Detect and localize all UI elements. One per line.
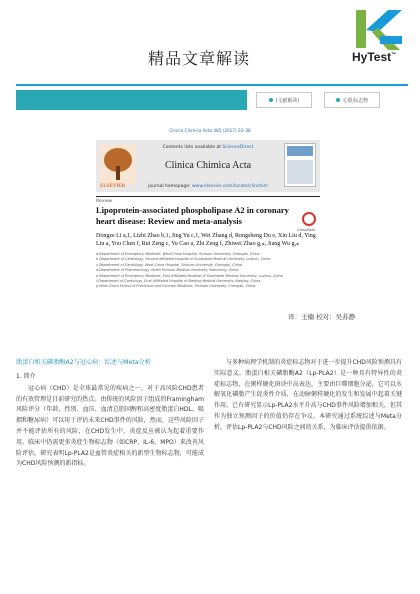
publisher-name: ELSEVIER (100, 184, 126, 189)
affiliation-item: f Department of Cardiology, First Affiliated Hospital of Nanjing Medical University, Nanjing, China (96, 279, 261, 284)
contents-line (140, 145, 276, 150)
affiliation-list (96, 252, 320, 290)
trademark-mark: ™ (391, 52, 397, 58)
paper-citation: Clinica Chimica Acta 485 (2017) 22–38 (169, 128, 251, 133)
journal-cover-thumbnail (284, 143, 316, 187)
body-column-right (214, 358, 402, 434)
article-section: Review (96, 199, 113, 204)
body-paragraph: 与多种病理学机制的炎症标志物对于进一步提升CHD风险预测具有实际意义。脂蛋白相关磷脂酶A2（Lp-PLA2）是一种具有特异性的炎症标志物，在粥样硬化斑块中高表达，主要由巨噬细胞分泌，它可以水解氧化磷脂产生促炎性介质，在动脉粥样硬化的发生和发展中起着关键作用。已有研究显示Lp-PLA2水平升高与CHD事件风险增加相关，但其作为独立预测因子的价值仍存在争议。本研究通过系统综述与Meta分析，评估Lp-PLA2与CHD风险之间的关系，为临床评估提供依据。 (214, 359, 402, 431)
homepage-link[interactable]: www.elsevier.com/locate/clinchim (191, 184, 268, 189)
affiliation-item: d Department of Pharmacology, North Sichuan Medical University, Nanchong, China (96, 268, 239, 273)
section-heading: 1. 简介 (16, 373, 36, 380)
brand-text: HyTest (352, 50, 392, 64)
header-accent-bar (16, 90, 247, 110)
translator-credit: 译：王楠 校对：吴苏静 (288, 313, 356, 321)
category-tag-2 (324, 92, 380, 108)
affiliation-item: e Department of Emergency Medicine, First Affiliated Hospital of Southwest Medical University, Luzhou, China (96, 273, 283, 278)
chinese-title: 脂蛋白相关磷脂酶A2与冠心病：综述与Meta分析 (16, 359, 151, 366)
tag-label-2: 心肌标志物 (342, 97, 368, 104)
tag-dot-icon (269, 98, 273, 102)
crossmark-icon[interactable] (302, 212, 316, 226)
affiliation-item: b Department of Cardiology, Second Affiliated Hospital of Southwest Medical University, Luzhou, China (96, 257, 271, 262)
header-divider (16, 84, 408, 86)
contents-text: Contents lists available at (162, 145, 221, 150)
tag-label-1: (文献解读) (275, 97, 300, 104)
homepage-label: journal homepage: (148, 184, 191, 189)
cover-header (287, 146, 313, 156)
paper-divider (96, 196, 320, 197)
affiliation-item: c Department of Cardiology, West China Hospital, Sichuan University, Chengdu, China (96, 262, 242, 267)
affiliation-item: a Department of Emergency Medicine, West China Hospital, Sichuan University, Chengdu, China (96, 252, 260, 256)
paper-title: Lipoprotein-associated phospholipase A2 in coronary heart disease: Review and meta-analysis (96, 205, 289, 226)
category-tag-1 (256, 92, 312, 108)
tag-dot-icon (336, 98, 340, 102)
body-column-left (16, 358, 204, 470)
brand-name (352, 50, 396, 64)
elsevier-tree-icon (100, 144, 136, 184)
author-list: Dongze Li a,1, Lizhi Zhao b,1, Jing Yu c,1, Wei Zhang d, Rongsheng Du e, Xin Liu d, Ying Liu a, You Chen f, Rui Zeng c, Yu Cao a, Zhi Zeng f, Zhiwei Zhao g,⁎, Jiang Wu g,⁎ (96, 233, 316, 247)
homepage-line (140, 184, 276, 189)
sciencedirect-link[interactable]: ScienceDirect (222, 145, 254, 150)
crossmark-label: CrossMark (297, 228, 316, 232)
journal-name: Clinica Chimica Acta (164, 160, 252, 171)
page-title: 精品文章解读 (148, 49, 251, 68)
body-paragraph: 冠心病（CHD）是全球最常见的疾病之一，对于高风险CHD患者的有效管理是目前研究的热点。由传统的风险因子组成的Framingham风险评分（年龄、性别、血压、血清总胆固醇和高密度脂蛋白HDL、吸烟和糖尿病）可以用于评估未来CHD事件的风险，然而，这些风险因子并不能评估所有的风险，在CHD发生中，炎症反应被认为起着重要作用。临床中仍需更多炎症生物标志物（如CRP、IL-6、MPO）来改善风险评估。研究表明Lp-PLA2是血管炎症相关的新型生物标志物，可能成为CHD风险预测的新指标。 (16, 384, 204, 468)
cover-image (287, 160, 313, 184)
affiliation-item: g West China School of Preclinical and Forensic Medicine, Sichuan University, Chengdu, China (96, 284, 256, 289)
